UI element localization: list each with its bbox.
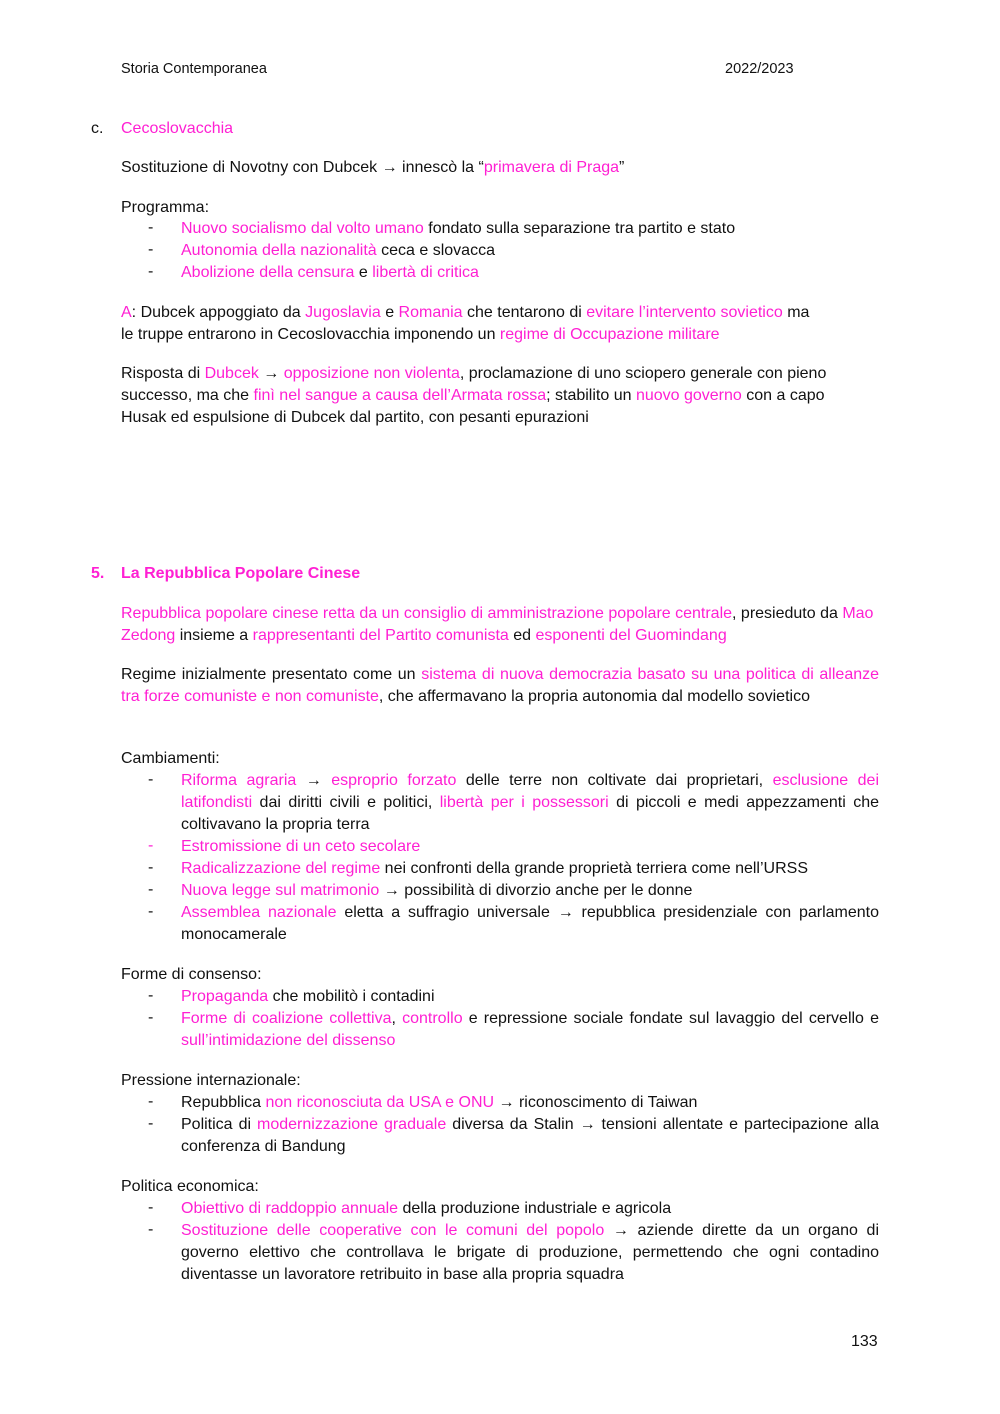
list-item — [181, 1198, 879, 1220]
text-run: Risposta di — [121, 365, 205, 382]
text-run: , proclamazione di uno sciopero generale con pieno successo, ma che — [121, 365, 827, 404]
text-run: e repressione sociale fondate sul lavaggio del cervello e — [462, 1010, 880, 1027]
highlighted-text: esclusione dei latifondisti — [181, 772, 880, 811]
highlighted-text: Radicalizzazione del regime — [181, 860, 381, 877]
list-marker: - — [148, 1093, 154, 1110]
text-run: → — [296, 772, 332, 789]
list-label: Programma: — [121, 199, 210, 216]
highlighted-text: Forme di coalizione collettiva — [181, 1010, 392, 1027]
highlighted-text: Dubcek — [204, 365, 259, 382]
list-item — [181, 770, 879, 836]
highlighted-text: Nuova legge sul matrimonio — [181, 882, 380, 899]
list-item — [181, 1092, 879, 1114]
list-item — [181, 240, 879, 262]
list-item — [181, 858, 879, 880]
highlighted-text: esponenti del Guomindang — [535, 627, 727, 644]
list-item — [181, 262, 879, 284]
highlighted-text: opposizione non violenta — [283, 365, 460, 382]
list-marker: - — [148, 881, 154, 898]
highlighted-text: Nuovo socialismo dal volto umano — [181, 220, 424, 237]
highlighted-text: Assemblea nazionale — [181, 904, 337, 921]
highlighted-text: rappresentanti del Partito comunista — [252, 627, 509, 644]
text-run: diversa da Stalin → tensioni allentate e partecipazione alla conferenza di Bandung — [181, 1116, 880, 1155]
text-run: Regime inizialmente presentato come un — [121, 666, 422, 683]
highlighted-text: Obiettivo di raddoppio annuale — [181, 1200, 399, 1217]
paragraph — [121, 302, 821, 346]
text-run: eletta a suffragio universale → repubblica presidenziale con parlamento monocamerale — [181, 904, 879, 943]
section-title: La Repubblica Popolare Cinese — [121, 565, 361, 582]
text-run: di piccoli e medi appezzamenti che coltivavano la propria terra — [181, 794, 880, 833]
highlighted-text: modernizzazione graduale — [257, 1116, 447, 1133]
text-run: Sostituzione di Novotny con Dubcek → innescò la “ — [121, 159, 484, 176]
list-item — [181, 902, 879, 946]
highlighted-text: libertà di critica — [372, 264, 479, 281]
text-run: Politica di — [181, 1116, 258, 1133]
list-item — [181, 1008, 879, 1052]
list-item — [181, 880, 879, 902]
text-run: della produzione industriale e agricola — [398, 1200, 672, 1217]
highlighted-text: Autonomia della nazionalità — [181, 242, 377, 259]
list-item — [181, 986, 879, 1008]
header-academic-year: 2022/2023 — [725, 61, 794, 77]
text-run: ceca e slovacca — [376, 242, 495, 259]
list-marker: - — [148, 1009, 154, 1026]
highlighted-text: primavera di Praga — [483, 159, 620, 176]
highlighted-text: Romania — [398, 304, 463, 321]
highlighted-text: finì nel sangue a causa dell’Armata rossa — [253, 387, 547, 404]
list-label: Cambiamenti: — [121, 750, 220, 767]
highlighted-text: esproprio forzato — [331, 772, 457, 789]
text-run: fondato sulla separazione tra partito e stato — [423, 220, 736, 237]
highlighted-text: controllo — [402, 1010, 463, 1027]
text-run: dai diritti civili e politici, — [252, 794, 440, 811]
list-label: Forme di consenso: — [121, 966, 262, 983]
text-run: insieme a — [175, 627, 253, 644]
text-run: ; stabilito un — [546, 387, 636, 404]
text-run: → riconoscimento di Taiwan — [494, 1094, 698, 1111]
section-number: 5. — [91, 565, 105, 582]
list-marker: - — [148, 771, 154, 788]
highlighted-text: Estromissione di un ceto secolare — [181, 838, 421, 855]
list-item — [181, 218, 879, 240]
highlighted-text: Riforma agraria — [181, 772, 297, 789]
highlighted-text: regime di Occupazione militare — [499, 326, 720, 343]
highlighted-text: Mao Zedong — [121, 605, 874, 644]
list-marker: - — [148, 1199, 154, 1216]
text-run: delle terre non coltivate dai proprietari, — [456, 772, 773, 789]
text-run: : Dubcek appoggiato da — [131, 304, 306, 321]
list-label: Pressione internazionale: — [121, 1072, 301, 1089]
list-marker: - — [148, 1221, 154, 1238]
text-run: , — [391, 1010, 403, 1027]
text-run: ” — [619, 159, 625, 176]
highlighted-text: sull’intimidazione del dissenso — [181, 1032, 396, 1049]
list-marker: - — [148, 241, 154, 258]
text-run: , presieduto da — [732, 605, 843, 622]
text-run: nei confronti della grande proprietà terriera come nell’URSS — [380, 860, 808, 877]
text-run: → possibilità di divorzio anche per le donne — [379, 882, 693, 899]
text-run: con a capo Husak ed espulsione di Dubcek dal partito, con pesanti epurazioni — [121, 387, 825, 426]
list-label: Politica economica: — [121, 1178, 259, 1195]
highlighted-text: Abolizione della censura — [181, 264, 355, 281]
text-run: che tentarono di — [462, 304, 587, 321]
highlighted-text: Propaganda — [181, 988, 269, 1005]
highlighted-text: Repubblica popolare cinese retta da un consiglio di amministrazione popolare centrale — [121, 605, 733, 622]
text-run: → aziende dirette da un organo di governo elettivo che controllava le brigate di produzione, permettendo che ogni contadino diventasse un lavoratore retribuito in base alla propria squadra — [181, 1222, 880, 1283]
highlighted-text: Jugoslavia — [305, 304, 381, 321]
text-run: Repubblica — [181, 1094, 266, 1111]
text-run: ed — [508, 627, 536, 644]
section-marker: c. — [91, 120, 104, 137]
text-run: che mobilitò i contadini — [268, 988, 435, 1005]
list-marker: - — [148, 859, 154, 876]
list-marker: - — [148, 987, 154, 1004]
paragraph — [121, 664, 879, 708]
page-number: 133 — [851, 1333, 878, 1350]
highlighted-text: sistema di nuova democrazia basato su una politica di alleanze tra forze comuniste e non comuniste — [121, 666, 880, 705]
header-course-title: Storia Contemporanea — [121, 61, 267, 77]
list-item — [181, 836, 879, 858]
list-marker: - — [148, 263, 154, 280]
text-run: ma le truppe entrarono in Cecoslovacchia imponendo un — [121, 304, 810, 343]
text-run: e — [354, 264, 373, 281]
list-marker: - — [148, 219, 154, 236]
list-marker: - — [148, 837, 154, 854]
list-marker: - — [148, 903, 154, 920]
list-item — [181, 1114, 879, 1158]
highlighted-text: non riconosciuta da USA e ONU — [265, 1094, 495, 1111]
paragraph — [121, 157, 624, 179]
list-item — [181, 1220, 879, 1286]
text-run: → — [258, 365, 284, 382]
paragraph — [121, 363, 831, 429]
list-marker: - — [148, 1115, 154, 1132]
text-run: , che affermavano la propria autonomia dal modello sovietico — [378, 688, 810, 705]
highlighted-text: nuovo governo — [635, 387, 742, 404]
section-title: Cecoslovacchia — [121, 120, 234, 137]
text-run: e — [380, 304, 399, 321]
highlighted-text: libertà per i possessori — [439, 794, 609, 811]
highlighted-text: evitare l’intervento sovietico — [586, 304, 783, 321]
highlighted-text: Sostituzione delle cooperative con le comuni del popolo — [181, 1222, 605, 1239]
paragraph — [121, 603, 879, 647]
highlighted-text: A — [121, 304, 132, 321]
